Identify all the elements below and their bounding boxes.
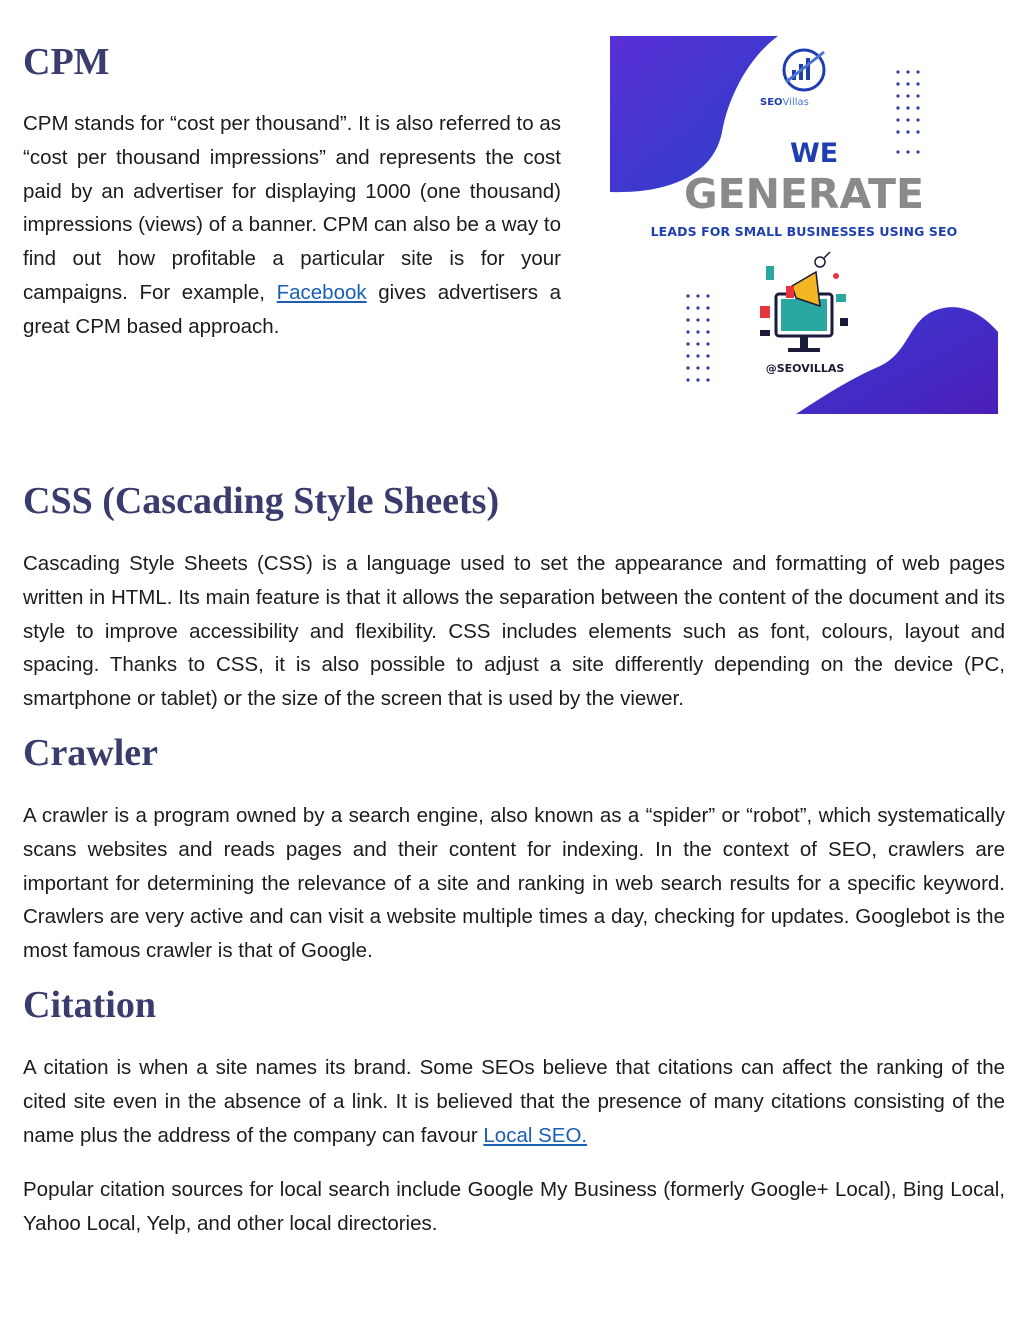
promo-line-generate: GENERATE (683, 170, 925, 218)
top-blob-shape (610, 36, 778, 192)
citation-text: A citation is when a site names its brand. Some SEOs believe that citations can affect the ranking of the cited site even in the absence of a link. It is believed that the presence of many citations consisting of the name plus the address of the company can favour (23, 1056, 1005, 1147)
citation-paragraph (23, 1051, 1005, 1152)
dot-grid-top-icon (896, 70, 919, 153)
cpm-text-end: gives advertisers a great CPM based approach. (23, 280, 561, 338)
cpm-heading: CPM (23, 41, 110, 83)
crawler-heading: Crawler (23, 732, 159, 774)
dot-grid-bottom-icon (686, 294, 709, 381)
local-seo-link[interactable]: Local SEO. (483, 1123, 588, 1147)
css-paragraph: Cascading Style Sheets (CSS) is a language used to set the appearance and formatting of web pages written in HTML. Its main feature is that it allows the separation between the content of the document and its style to improve accessibility and flexibility. CSS includes elements such as font, colours, layout and spacing. Thanks to CSS, it is also possible to adjust a site differently depending on the device (PC, smartphone or tablet) or the size of the screen that is used by the viewer. (23, 552, 1005, 711)
cpm-paragraph (23, 107, 561, 344)
citation-heading: Citation (23, 984, 156, 1026)
cpm-text: CPM stands for “cost per thousand”. It is also referred to as “cost per thousand impressions” and represents the cost paid by an advertiser for displaying 1000 (one thousand) impressions (views) of a banner. CPM can also be a way to find out how profitable a particular site is for your campaigns. For example, (23, 112, 561, 304)
promo-line-we: WE (790, 138, 839, 169)
citation-sources-paragraph: Popular citation sources for local search include Google My Business (formerly Google+ Local), Bing Local, Yahoo Local, Yelp, and other local directories. (23, 1178, 1005, 1235)
promo-brand-name: SEOVillas (760, 97, 809, 108)
computer-megaphone-icon (760, 252, 848, 352)
facebook-link[interactable]: Facebook (276, 280, 367, 304)
seo-villas-promo-image (610, 36, 998, 414)
seo-villas-logo-icon (784, 50, 824, 90)
crawler-paragraph: A crawler is a program owned by a search engine, also known as a “spider” or “robot”, which systematically scans websites and reads pages and their content for indexing. In the context of SEO, crawlers are important for determining the relevance of a site and ranking in web search results for a specific keyword. Crawlers are very active and can visit a website multiple times a day, checking for updates. Googlebot is the most famous crawler is that of Google. (23, 804, 1005, 963)
css-heading: CSS (Cascading Style Sheets) (23, 480, 500, 522)
promo-handle: @SEOVILLAS (765, 362, 845, 375)
promo-line-leads: LEADS FOR SMALL BUSINESSES USING SEO (650, 224, 958, 239)
